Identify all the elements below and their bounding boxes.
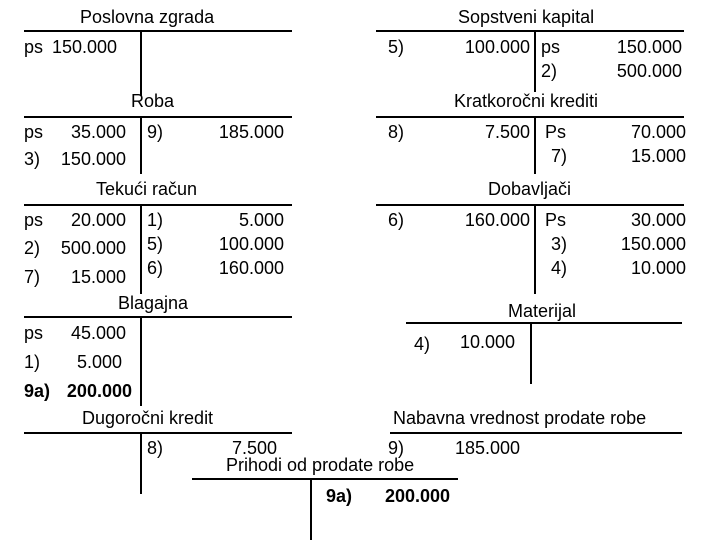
account-title: Prihodi od prodate robe xyxy=(226,455,415,475)
t-line-horizontal xyxy=(24,432,292,434)
debit-label: ps xyxy=(24,210,44,230)
t-line-vertical xyxy=(140,204,142,294)
debit-amount: 150.000 xyxy=(52,37,118,57)
credit-label: 3) xyxy=(551,234,568,254)
credit-label: 9a) xyxy=(326,486,353,506)
credit-amount: 150.000 xyxy=(616,37,682,57)
debit-amount: 7.500 xyxy=(232,438,278,458)
account-title: Materijal xyxy=(508,301,577,321)
t-line-vertical xyxy=(534,116,536,174)
account-title: Dobavljači xyxy=(488,179,572,199)
debit-amount: 200.000 xyxy=(66,381,132,401)
credit-label: 7) xyxy=(551,146,568,166)
t-line-horizontal xyxy=(24,116,292,118)
debit-label: ps xyxy=(24,122,44,142)
debit-label: 6) xyxy=(388,210,405,230)
credit-label: 5) xyxy=(147,234,164,254)
debit-amount: 7.500 xyxy=(484,122,530,142)
debit-amount: 185.000 xyxy=(455,438,521,458)
t-line-horizontal xyxy=(192,478,458,480)
t-line-vertical xyxy=(534,30,536,92)
t-line-horizontal xyxy=(24,204,292,206)
credit-amount: 200.000 xyxy=(385,486,451,506)
credit-label: Ps xyxy=(545,210,567,230)
credit-amount: 5.000 xyxy=(238,210,284,230)
account-title: Dugoročni kredit xyxy=(82,408,214,428)
credit-amount: 185.000 xyxy=(218,122,284,142)
debit-amount: 100.000 xyxy=(464,37,530,57)
debit-amount: 5.000 xyxy=(76,352,122,372)
t-line-vertical xyxy=(140,116,142,174)
credit-label: Ps xyxy=(545,122,567,142)
debit-amount: 160.000 xyxy=(464,210,530,230)
credit-label: 4) xyxy=(551,258,568,278)
debit-amount: 500.000 xyxy=(60,238,126,258)
credit-label: 6) xyxy=(147,258,164,278)
account-title: Blagajna xyxy=(118,293,189,313)
debit-label: 4) xyxy=(414,334,431,354)
credit-amount: 70.000 xyxy=(630,122,686,142)
credit-amount: 150.000 xyxy=(620,234,686,254)
debit-label: 9a) xyxy=(24,381,51,401)
credit-label: 1) xyxy=(147,210,164,230)
t-line-vertical xyxy=(310,478,312,540)
t-line-horizontal xyxy=(24,30,292,32)
debit-amount: 35.000 xyxy=(70,122,126,142)
debit-label: 5) xyxy=(388,37,405,57)
credit-amount: 500.000 xyxy=(616,61,682,81)
credit-amount: 10.000 xyxy=(630,258,686,278)
credit-label: 9) xyxy=(147,122,164,142)
credit-amount: 15.000 xyxy=(630,146,686,166)
debit-label: 3) xyxy=(24,149,41,169)
debit-label: 1) xyxy=(24,352,41,372)
debit-amount: 10.000 xyxy=(460,332,516,352)
credit-amount: 30.000 xyxy=(630,210,686,230)
t-line-vertical xyxy=(140,316,142,406)
credit-amount: 160.000 xyxy=(218,258,284,278)
t-line-horizontal xyxy=(376,30,684,32)
account-title: Tekući račun xyxy=(96,179,198,199)
debit-label: 7) xyxy=(24,267,41,287)
t-line-vertical xyxy=(530,322,532,384)
debit-label: 2) xyxy=(24,238,41,258)
t-line-horizontal xyxy=(376,204,684,206)
account-title: Nabavna vrednost prodate robe xyxy=(393,408,647,428)
t-line-horizontal xyxy=(390,432,682,434)
credit-label: 2) xyxy=(541,61,558,81)
account-title: Poslovna zgrada xyxy=(80,7,215,27)
t-line-vertical xyxy=(140,30,142,96)
debit-amount: 20.000 xyxy=(70,210,126,230)
t-line-vertical xyxy=(140,432,142,494)
debit-label: ps xyxy=(24,37,44,57)
account-title: Kratkoročni krediti xyxy=(454,91,599,111)
debit-amount: 150.000 xyxy=(60,149,126,169)
t-line-vertical xyxy=(534,204,536,294)
debit-amount: 15.000 xyxy=(70,267,126,287)
t-line-horizontal xyxy=(376,116,684,118)
debit-label: 8) xyxy=(388,122,405,142)
debit-label: 9) xyxy=(388,438,405,458)
debit-label: 8) xyxy=(147,438,164,458)
debit-label: ps xyxy=(24,323,44,343)
debit-amount: 45.000 xyxy=(70,323,126,343)
t-line-horizontal xyxy=(406,322,682,324)
account-title: Sopstveni kapital xyxy=(458,7,595,27)
credit-amount: 100.000 xyxy=(218,234,284,254)
credit-label: ps xyxy=(541,37,561,57)
t-line-horizontal xyxy=(24,316,292,318)
account-title: Roba xyxy=(131,91,175,111)
